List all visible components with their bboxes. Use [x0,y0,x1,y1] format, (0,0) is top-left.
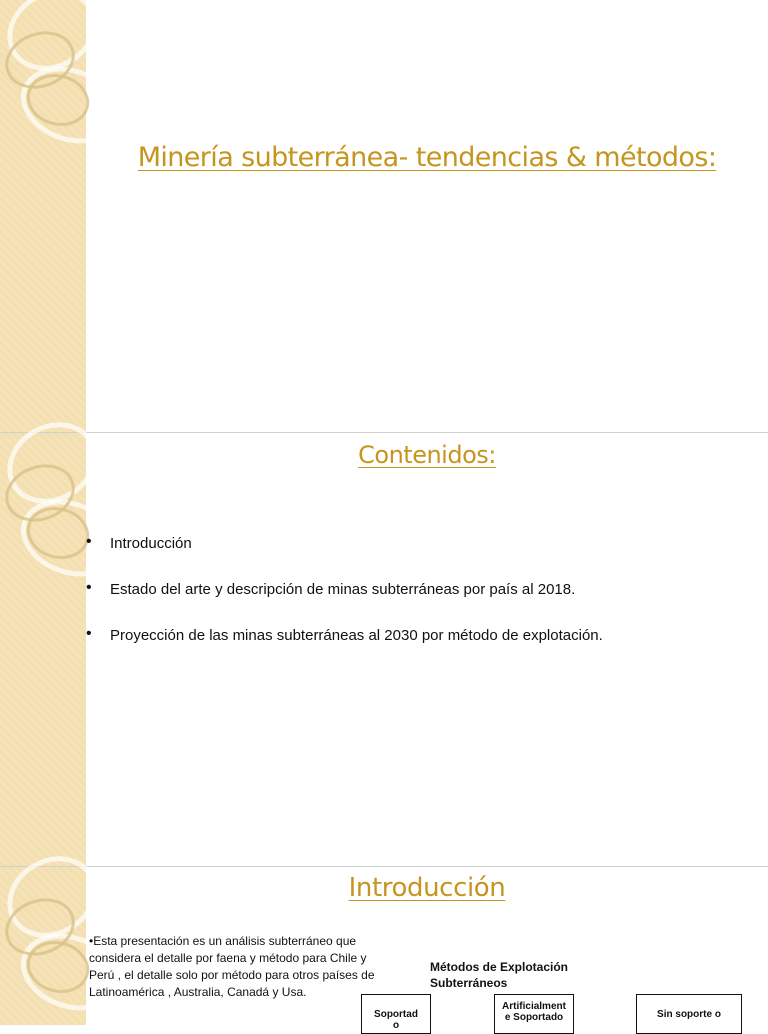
method-box-artificially-supported: Artificialment e Soportado [494,994,574,1034]
list-item [86,581,603,598]
presentation-title: Minería subterránea- tendencias & métodos: [137,142,717,173]
diagram-title: Métodos de Explotación Subterráneos [430,960,569,990]
bullet-dot-icon: • [86,579,92,596]
introduction-title: Introducción [348,873,506,903]
decorative-ring-pattern [0,867,86,1025]
list-item-text: Proyección de las minas subterráneas al 2030 por método de explotación. [110,627,603,644]
ring-pattern-icon [0,0,86,432]
list-item-text: Estado del arte y descripción de minas subterráneas por país al 2018. [110,581,576,598]
method-box-unsupported: Sin soporte o [636,994,742,1034]
ring-pattern-icon [0,433,86,867]
bullet-dot-icon: • [86,625,92,642]
contents-list [86,535,603,673]
slide-contents [0,432,768,867]
introduction-body: •Esta presentación es un análisis subterráneo que considera el detalle por faena y método para Chile y Perú , el detalle solo por método para otros países de Latinoamérica , Australia, Canadá y Usa. [89,934,375,999]
list-item-text: Introducción [110,535,192,552]
list-item [86,535,603,552]
slide-introduction [0,866,768,1031]
contents-title: Contenidos: [358,441,496,469]
list-item [86,627,603,644]
decorative-ring-pattern [0,0,86,432]
slide-title-page [0,0,768,432]
decorative-ring-pattern [0,433,86,867]
bullet-dot-icon: • [86,533,92,550]
method-box-supported: Soportad o [361,994,431,1034]
ring-pattern-icon [0,867,86,1025]
